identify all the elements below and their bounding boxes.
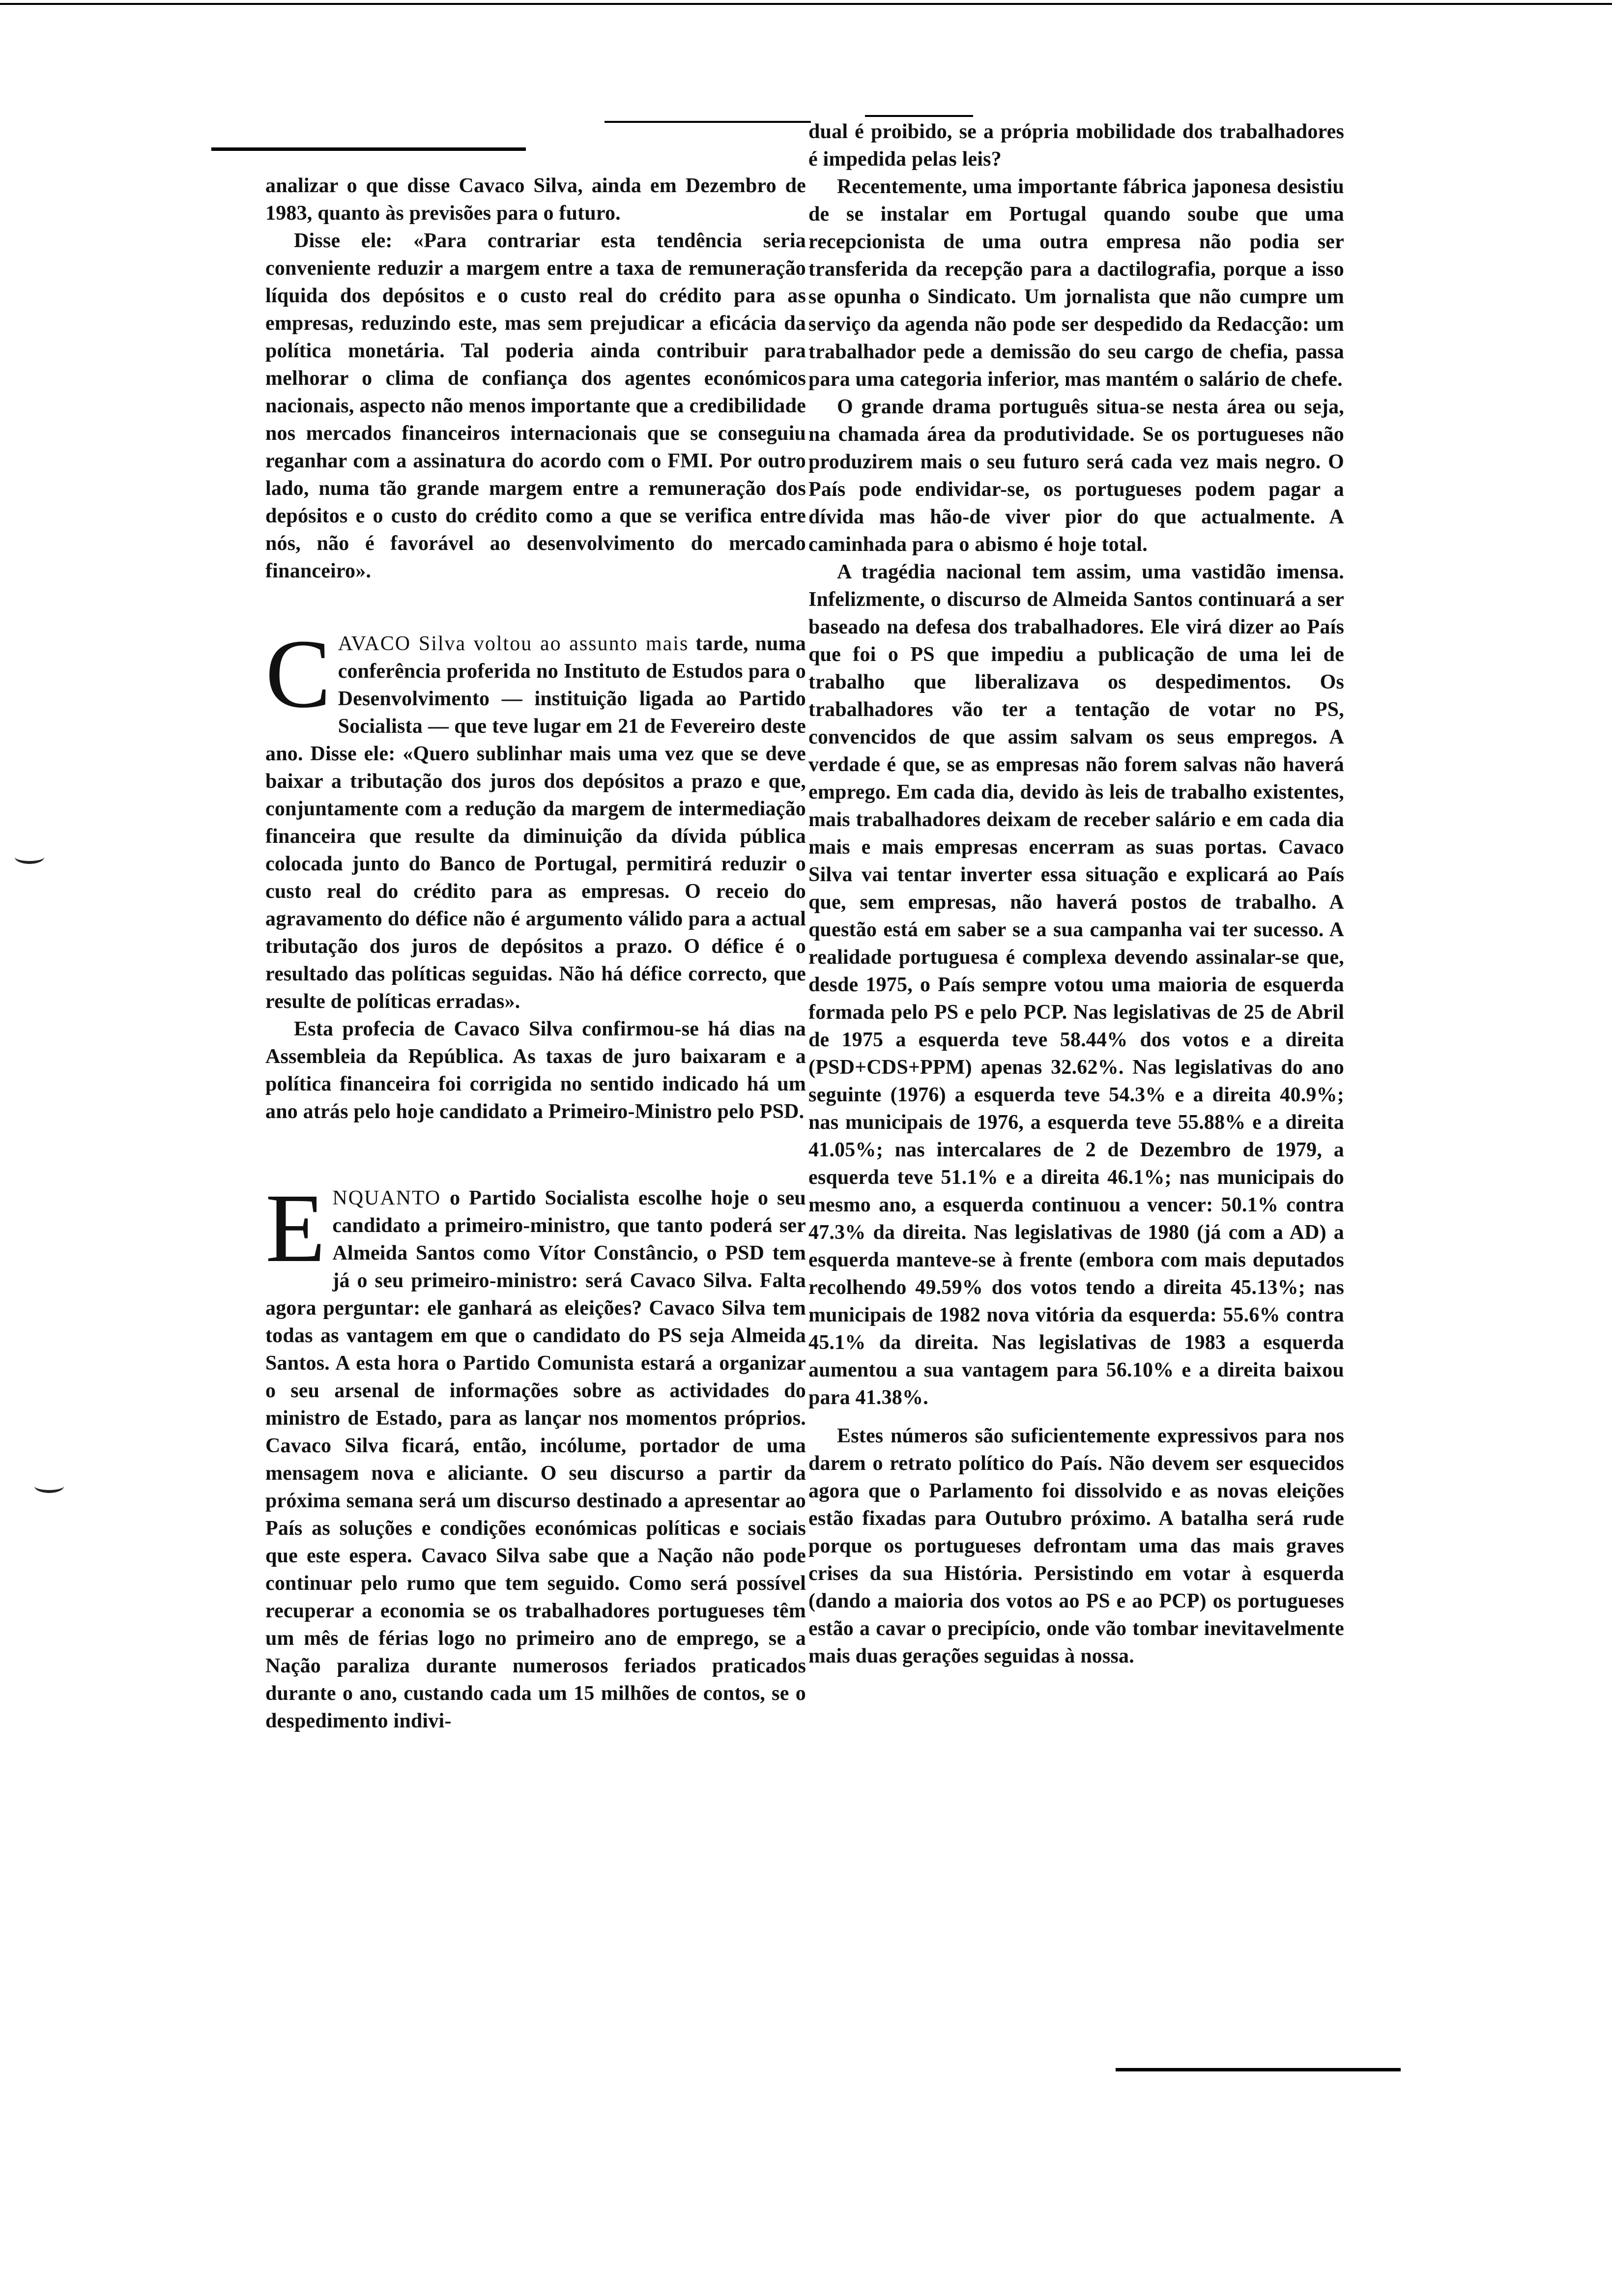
left-paragraph: Disse ele: «Para contrariar esta tendência seria conveniente reduzir a margem entre a taxa de remuneração líquida dos depósitos e o custo real do crédito para as empresas, reduzindo este, mas sem prejudicar a eficácia da política monetária. Tal poderia ainda contribuir para melhorar o clima de confiança dos agentes económicos nacionais, aspecto não menos importante que a credibilidade nos mercados financeiros internacionais que se conseguiu reganhar com a assinatura do acordo com o FMI. Por outro lado, numa tão grande margem entre a remuneração dos depósitos e o custo do crédito como a que se verifica entre nós, não é favorável ao desenvolvimento do mercado financeiro». [265,230,806,582]
right-paragraph: dual é proibido, se a própria mobilidade dos trabalhadores é impedida pelas leis? [808,120,1344,171]
right-column-bottom-rule [1116,2068,1401,2071]
right-paragraph: Estes números são suficientemente expressivos para nos darem o retrato político do País. Não devem ser esquecidos agora que o Parlamento foi dissolvido e as novas eleições estão fixadas para Outubro próximo. A batalha será rude porque os portugueses defrontam uma das mais graves crises da sua História. Persistindo em votar à esquerda (dando a maioria dos votos ao PS e ao PCP) os portugueses estão a cavar o precipício, onde vão tombar inevitavelmente mais duas gerações seguidas à nossa. [808,1425,1344,1667]
section-lead-text: AVACO Silva voltou ao assunto mais [338,632,689,655]
drop-cap-letter: C [265,620,331,728]
section-gap [265,585,806,630]
center-top-rule [604,121,811,123]
right-column-top-rule [865,115,973,117]
right-paragraph: O grande drama português situa-se nesta área ou seja, na chamada área da produtividade. Se os portugueses não produzirem mais o seu futuro será cada vez mais negro. O País pode endividar-se, os portugueses podem pagar a dívida mas hão-de viver pior do que actualmente. A caminhada para o abismo é hoje total. [808,396,1344,556]
section-body-text: tarde, numa conferência proferida no Instituto de Estudos para o Desenvolvimento — instituição ligada ao Partido Socialista — que teve lugar em 21 de Fevereiro deste ano. Disse ele: «Quero sublinhar mais uma vez que se deve baixar a tributação dos juros dos depósitos a prazo e que, conjuntamente com a redução da margem de intermediação financeira que resulte da diminuição da dívida pública colocada junto do Banco de Portugal, permitirá reduzir o custo real do crédito para as empresas. O receio do agravamento do défice não é argumento válido para a actual tributação dos juros de depósitos a prazo. O défice é o resultado das políticas seguidas. Não há défice correcto, que resulte de políticas erradas». [265,632,806,1013]
section-lead-paragraph [265,1174,806,1735]
left-paragraph: analizar o que disse Cavaco Silva, ainda em Dezembro de 1983, quanto às previsões para o futuro. [265,174,806,225]
section-body-text: o Partido Socialista escolhe hoje o seu candidato a primeiro-ministro, que tanto poderá ser Almeida Santos como Vítor Constâncio, o PSD tem já o seu primeiro-ministro: será Cavaco Silva. Falta agora perguntar: ele ganhará as eleições? Cavaco Silva tem todas as vantagem em que o candidato do PS seja Almeida Santos. A esta hora o Partido Comunista estará a organizar o seu arsenal de informações sobre as actividades do ministro de Estado, para as lançar nos momentos próprios. Cavaco Silva ficará, então, incólume, portador de uma mensagem nova e aliciante. O seu discurso a partir da próxima semana será um discurso destinado a apresentar ao País as soluções e condições económicas políticas e sociais que este espera. Cavaco Silva sabe que a Nação não pode continuar pelo rumo que tem seguido. Como será possível recuperar a economia se os trabalhadores portugueses têm um mês de férias logo no primeiro ano de emprego, se a Nação paraliza durante numerosos feriados praticados durante o ano, custando cada um 15 milhões de contos, se o despedimento indivi- [265,1187,806,1732]
right-paragraph: A tragédia nacional tem assim, uma vastidão imensa. Infelizmente, o discurso de Almeida Santos continuará a ser baseado na defesa dos trabalhadores. Ele virá dizer ao País que foi o PS que impediu a publicação de uma lei de trabalho que liberalizava os despedimentos. Os trabalhadores vão ter a tentação de votar no PS, convencidos de que assim salvam os seus empregos. A verdade é que, se as empresas não forem salvas não haverá emprego. Em cada dia, devido às leis de trabalho existentes, mais trabalhadores deixam de receber salário e em cada dia mais e mais empresas encerram as suas portas. Cavaco Silva vai tentar inverter essa situação e explicará ao País que, sem empresas, não haverá postos de trabalho. A questão está em saber se a sua campanha vai ter sucesso. A realidade portuguesa é complexa devendo assinalar-se que, desde 1975, o País sempre votou uma maioria de esquerda formada pelo PS e pelo PCP. Nas legislativas de 25 de Abril de 1975 a esquerda teve 58.44% dos votos e a direita (PSD+CDS+PPM) apenas 32.62%. Nas legislativas do ano seguinte (1976) a esquerda teve 54.3% e a direita 40.9%; nas municipais de 1976, a esquerda teve 55.88% e a direita 41.05%; nas intercalares de 2 de Dezembro de 1979, a esquerda teve 51.1% e a direita 46.1%; nas municipais do mesmo ano, a esquerda continuou a vencer: 50.1% contra 47.3% da direita. Nas legislativas de 1980 (já com a AD) a esquerda manteve-se à frente (embora com mais deputados recolhendo 49.59% dos votos tendo a direita 45.13%; nas municipais de 1982 nova vitória da esquerda: 55.6% contra 45.1% da direita. Nas legislativas de 1983 a esquerda aumentou a sua vantagem para 56.10% e a direita baixou para 41.38%. [808,561,1344,1409]
left-paragraph: Esta profecia de Cavaco Silva confirmou-se há dias na Assembleia da República. As taxas de juro baixaram e a política financeira foi corrigida no sentido indicado há um ano atrás pelo hoje candidato a Primeiro-Ministro pelo PSD. [265,1018,806,1123]
punch-hole-mark-bottom [34,1479,64,1493]
section-lead-text: NQUANTO [332,1187,441,1209]
section-gap [265,1125,806,1184]
top-border-line [0,3,1612,5]
section-lead-paragraph [265,620,806,1015]
drop-cap-letter: E [265,1174,326,1283]
punch-hole-mark-top [15,850,44,864]
left-column [265,172,806,1735]
right-paragraph: Recentemente, uma importante fábrica japonesa desistiu de se instalar em Portugal quando soube que uma recepcionista de uma outra empresa não podia ser transferida da recepção para a dactilografia, porque a isso se opunha o Sindicato. Um jornalista que não cumpre um serviço da agenda não pode ser despedido da Redacção: um trabalhador pede a demissão do seu cargo de chefia, passa para uma categoria inferior, mas mantém o salário de chefe. [808,175,1344,391]
left-column-top-rule [211,147,526,151]
right-column [808,118,1344,1670]
